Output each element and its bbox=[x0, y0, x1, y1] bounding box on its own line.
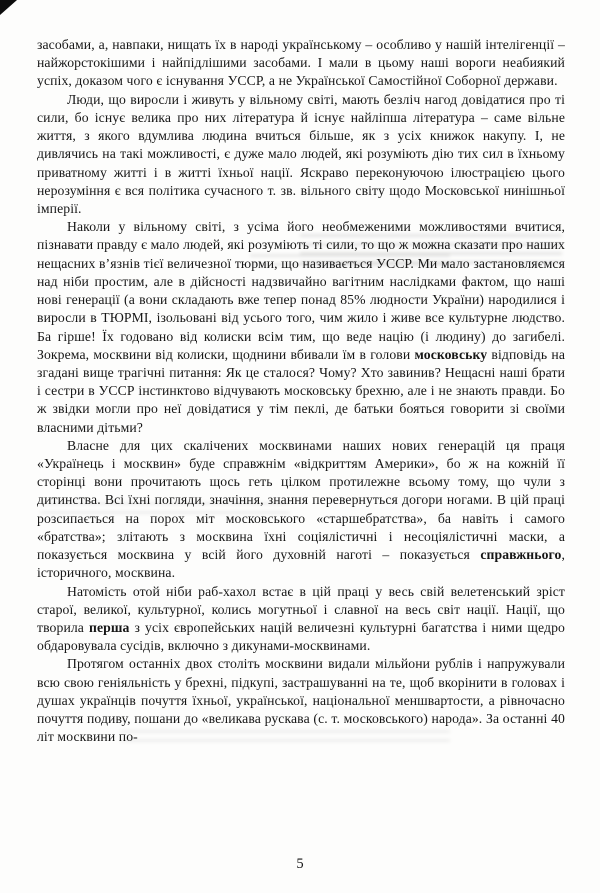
emphasized-text: московську bbox=[414, 346, 488, 362]
body-text: Протягом останніх двох століть москвини видали мільйони рублів і напружували всю свою геніяльність у брехні, підкупі, застрашуванні на те, щоб вкорінити в головах і душах українців почуття їхньої, української, національної меншвартости, а рівночасно почуття подиву, пошани до «великава рускава (с. т. московського) народа». За останні 40 літ москвини по- bbox=[37, 656, 565, 745]
text-block bbox=[37, 36, 565, 747]
paragraph bbox=[37, 36, 565, 91]
body-text: Люди, що виросли і живуть у вільному світі, мають безліч нагод довідатися про ті сили, бо існує велика про них література й існує найліпша література – саме вільне життя, з якого вдумлива людина вчиться більше, як з усіх книжок накупу. І, не дивлячись на такі можливості, є дуже мало людей, які розуміють дію тих сил в їхньому приватному житті і в житті їхньої нації. Яскраво переконуючою ілюстрацією цього нерозуміння є вся політика сучасного т. зв. вільного світу щодо Московської нинішньої імперії. bbox=[37, 91, 565, 216]
scan-corner-artifact bbox=[0, 0, 17, 15]
body-text: Наколи у вільному світі, з усіма його необмеженими можливостями вчитися, пізнавати правду є мало людей, які розуміють ті сили, то що ж можна сказати про наших нещасних в’язнів тієї величезної тюрми, що називається УССР. Ми мало застановляємся над ніби простим, але в дійсності надзвичайно вагітним наслідками фактом, що наші нові генерації (а вони складають вже тепер понад 85% людности України) народилися і виросли в ТЮРМІ, ізольовані від усього того, чим жило і живе все культурне людство. Ба гірше! Їх годовано від колиски всім тим, що веде націю (і людину) до загибелі. Зокрема, москвини від колиски, щоднини вбивали їм в голови bbox=[37, 219, 565, 362]
body-text: Власне для цих скалічених москвинами наших нових генерацій ця праця «Українець і москвин» буде справжнім «відкриттям Америки», бо ж на кожній її сторінці вони прочитають щось геть цілком протилежне всьому тому, що чули з дитинства. Всі їхні погляди, значіння, знання перевернуться догори ногами. В цій праці розсипається на порох міт московського «старшебратства», ба навіть і самого «братства»; злітають з москвина їхні соціялістичні і несоціялістичні маски, а показується москвина у всій його духовній наготі – показується bbox=[37, 437, 565, 563]
body-text: Натомість отой ніби раб-хахол встає в цій праці у весь свій велетенський зріст старої, великої, культурної, колись могутньої і славної на весь світ нації. Нації, що творила bbox=[37, 583, 565, 635]
emphasized-text: справжнього bbox=[480, 547, 562, 563]
body-text: засобами, а, навпаки, нищать їх в народі українському – особливо у нашій інтелігенції – найжорстокішими і найпідлішими засобами. І мали в цьому наші вороги неабиякий успіх, доказом чого є існування УССР, а не Української Самостійної Соборної держави. bbox=[37, 37, 565, 89]
page-number: 5 bbox=[296, 856, 304, 872]
body-text: , історичного, москвина. bbox=[37, 547, 565, 581]
paragraph bbox=[37, 655, 565, 746]
paragraph bbox=[37, 583, 565, 656]
paragraph bbox=[37, 437, 565, 583]
emphasized-text: перша bbox=[89, 620, 130, 635]
body-text: з усіх європейських націй величезні культурні багатства і ними щедро обдаровувала сусідів, включно з дикунами-москвинами. bbox=[37, 620, 565, 654]
paragraph bbox=[37, 218, 565, 437]
body-text: відповідь на згадані вище трагічні питання: Як це сталося? Чому? Хто завинив? Нещасні наші брати і сестри в УССР інстинктово відчувають московську брехню, але і не знають правди. Бо ж звідки могли про неї довідатися у тім пеклі, де батьки бояться говорити зі своїми власними дітьми? bbox=[37, 346, 565, 435]
paragraph bbox=[37, 91, 565, 219]
